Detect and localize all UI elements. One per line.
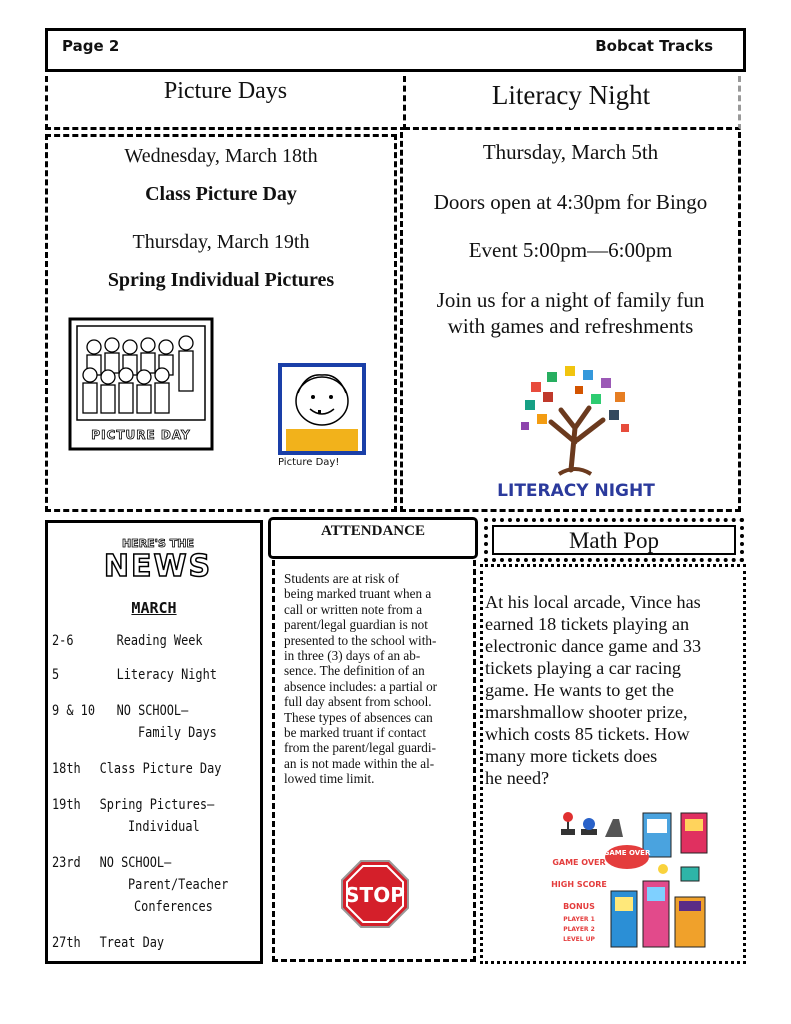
- attendance-line: from the parent/legal guardi-: [284, 740, 436, 756]
- news-item: 2-6 Reading Week: [52, 633, 203, 649]
- math-pop-line: electronic dance game and 33: [485, 636, 702, 656]
- math-pop-line: he need?: [485, 768, 550, 788]
- attendance-title: ATTENDANCE: [321, 523, 425, 539]
- doors-open-time: Doors open at 4:30pm for Bingo: [433, 190, 708, 214]
- literacy-night-logo: [491, 362, 661, 502]
- arcade-bonus: BONUS: [563, 902, 595, 911]
- news-item-continued: Individual: [128, 819, 200, 835]
- attendance-line: be marked truant if contact: [284, 725, 427, 741]
- class-picture-event: Class Picture Day: [145, 183, 297, 205]
- attendance-line: being marked truant when a: [284, 586, 432, 602]
- news-banner-small: HERE'S THE: [121, 537, 195, 550]
- literacy-night-logo-text: LITERACY NIGHT: [497, 481, 655, 501]
- picture-days-section: [45, 134, 397, 512]
- spring-picture-event: Spring Individual Pictures: [107, 269, 335, 291]
- math-pop-line: many more tickets does: [485, 746, 658, 766]
- event-time: Event 5:00pm—6:00pm: [468, 238, 673, 262]
- invite-line-2: with games and refreshments: [447, 314, 694, 338]
- stop-sign: [341, 860, 409, 928]
- news-item: 19th Spring Pictures—: [52, 797, 215, 813]
- math-pop-line: At his local arcade, Vince has: [485, 592, 701, 612]
- literacy-night-date: Thursday, March 5th: [482, 140, 659, 164]
- news-item-continued: Family Days: [138, 725, 217, 741]
- attendance-line: Students are at risk of: [284, 571, 399, 586]
- attendance-line: parent/legal guardian is not: [284, 617, 428, 633]
- arcade-high-score: HIGH SCORE: [551, 880, 607, 889]
- arcade-game-over: GAME OVER: [552, 858, 606, 867]
- stop-sign-text: STOP: [345, 883, 405, 907]
- math-pop-problem: [485, 591, 701, 789]
- spring-picture-date: Thursday, March 19th: [132, 231, 310, 253]
- class-picture-date: Wednesday, March 18th: [124, 145, 318, 167]
- attendance-line: presented to the school with-: [284, 632, 437, 648]
- attendance-line: in three (3) days of an ab-: [284, 648, 421, 664]
- news-month: MARCH: [131, 599, 177, 617]
- math-pop-line: which costs 85 tickets. How: [485, 724, 690, 744]
- math-pop-line: earned 18 tickets playing an: [485, 614, 690, 634]
- newsletter-title: Bobcat Tracks: [595, 37, 713, 55]
- literacy-night-section: [400, 132, 741, 512]
- news-item: 5 Literacy Night: [52, 667, 217, 683]
- picture-day-sign: PICTURE DAY: [91, 428, 191, 442]
- math-pop-heading-box: [484, 518, 744, 562]
- arcade-level-up: LEVEL UP: [563, 936, 595, 943]
- arcade-player-1: PLAYER 1: [563, 916, 595, 923]
- news-banner: [78, 531, 238, 584]
- attendance-line: call or written note from a: [284, 601, 423, 617]
- attendance-line: These types of absences can: [284, 709, 433, 725]
- boy-picture-illustration: [276, 363, 368, 477]
- attendance-line: full day absent from school.: [284, 694, 432, 710]
- news-item-continued: Conferences: [134, 899, 213, 915]
- news-banner-text: NEWS: [103, 549, 213, 584]
- attendance-line: absence includes: a partial or: [284, 678, 438, 694]
- math-pop-title: Math Pop: [568, 528, 660, 553]
- attendance-line: lowed time limit.: [284, 771, 375, 787]
- news-item-continued: Parent/Teacher: [128, 877, 229, 893]
- news-item: 18th Class Picture Day: [52, 761, 222, 777]
- arcade-illustration: [551, 811, 723, 951]
- news-item: 27th Treat Day: [52, 935, 165, 951]
- attendance-line: sence. The definition of an: [284, 663, 425, 679]
- attendance-section: [272, 560, 476, 962]
- page-number: Page 2: [62, 37, 120, 55]
- attendance-heading-box: [268, 517, 478, 559]
- literacy-night-heading-box: [404, 76, 741, 130]
- group-picture-illustration: [68, 317, 214, 451]
- math-pop-line: marshmallow shooter prize,: [485, 702, 688, 722]
- arcade-high-score-label: HIGH SCORE: [563, 847, 595, 853]
- arcade-player-2: PLAYER 2: [563, 926, 595, 933]
- literacy-night-title: Literacy Night: [491, 80, 651, 110]
- news-item: 9 & 10 NO SCHOOL—: [52, 703, 189, 719]
- picture-day-caption: Picture Day!: [278, 457, 340, 468]
- attendance-line: an is not made within the al-: [284, 755, 435, 771]
- math-pop-line: game. He wants to get the: [485, 680, 674, 700]
- arcade-game-over-bubble: GAME OVER: [603, 849, 651, 857]
- page-header: [45, 28, 746, 72]
- invite-line-1: Join us for a night of family fun: [436, 288, 705, 312]
- attendance-text: [284, 571, 437, 787]
- news-section: [45, 520, 263, 964]
- picture-days-heading-box: [45, 76, 406, 130]
- picture-days-title: Picture Days: [163, 78, 288, 104]
- math-pop-section: [480, 564, 746, 964]
- news-item: 23rd NO SCHOOL—: [52, 855, 172, 871]
- math-pop-line: tickets playing a car racing: [485, 658, 681, 678]
